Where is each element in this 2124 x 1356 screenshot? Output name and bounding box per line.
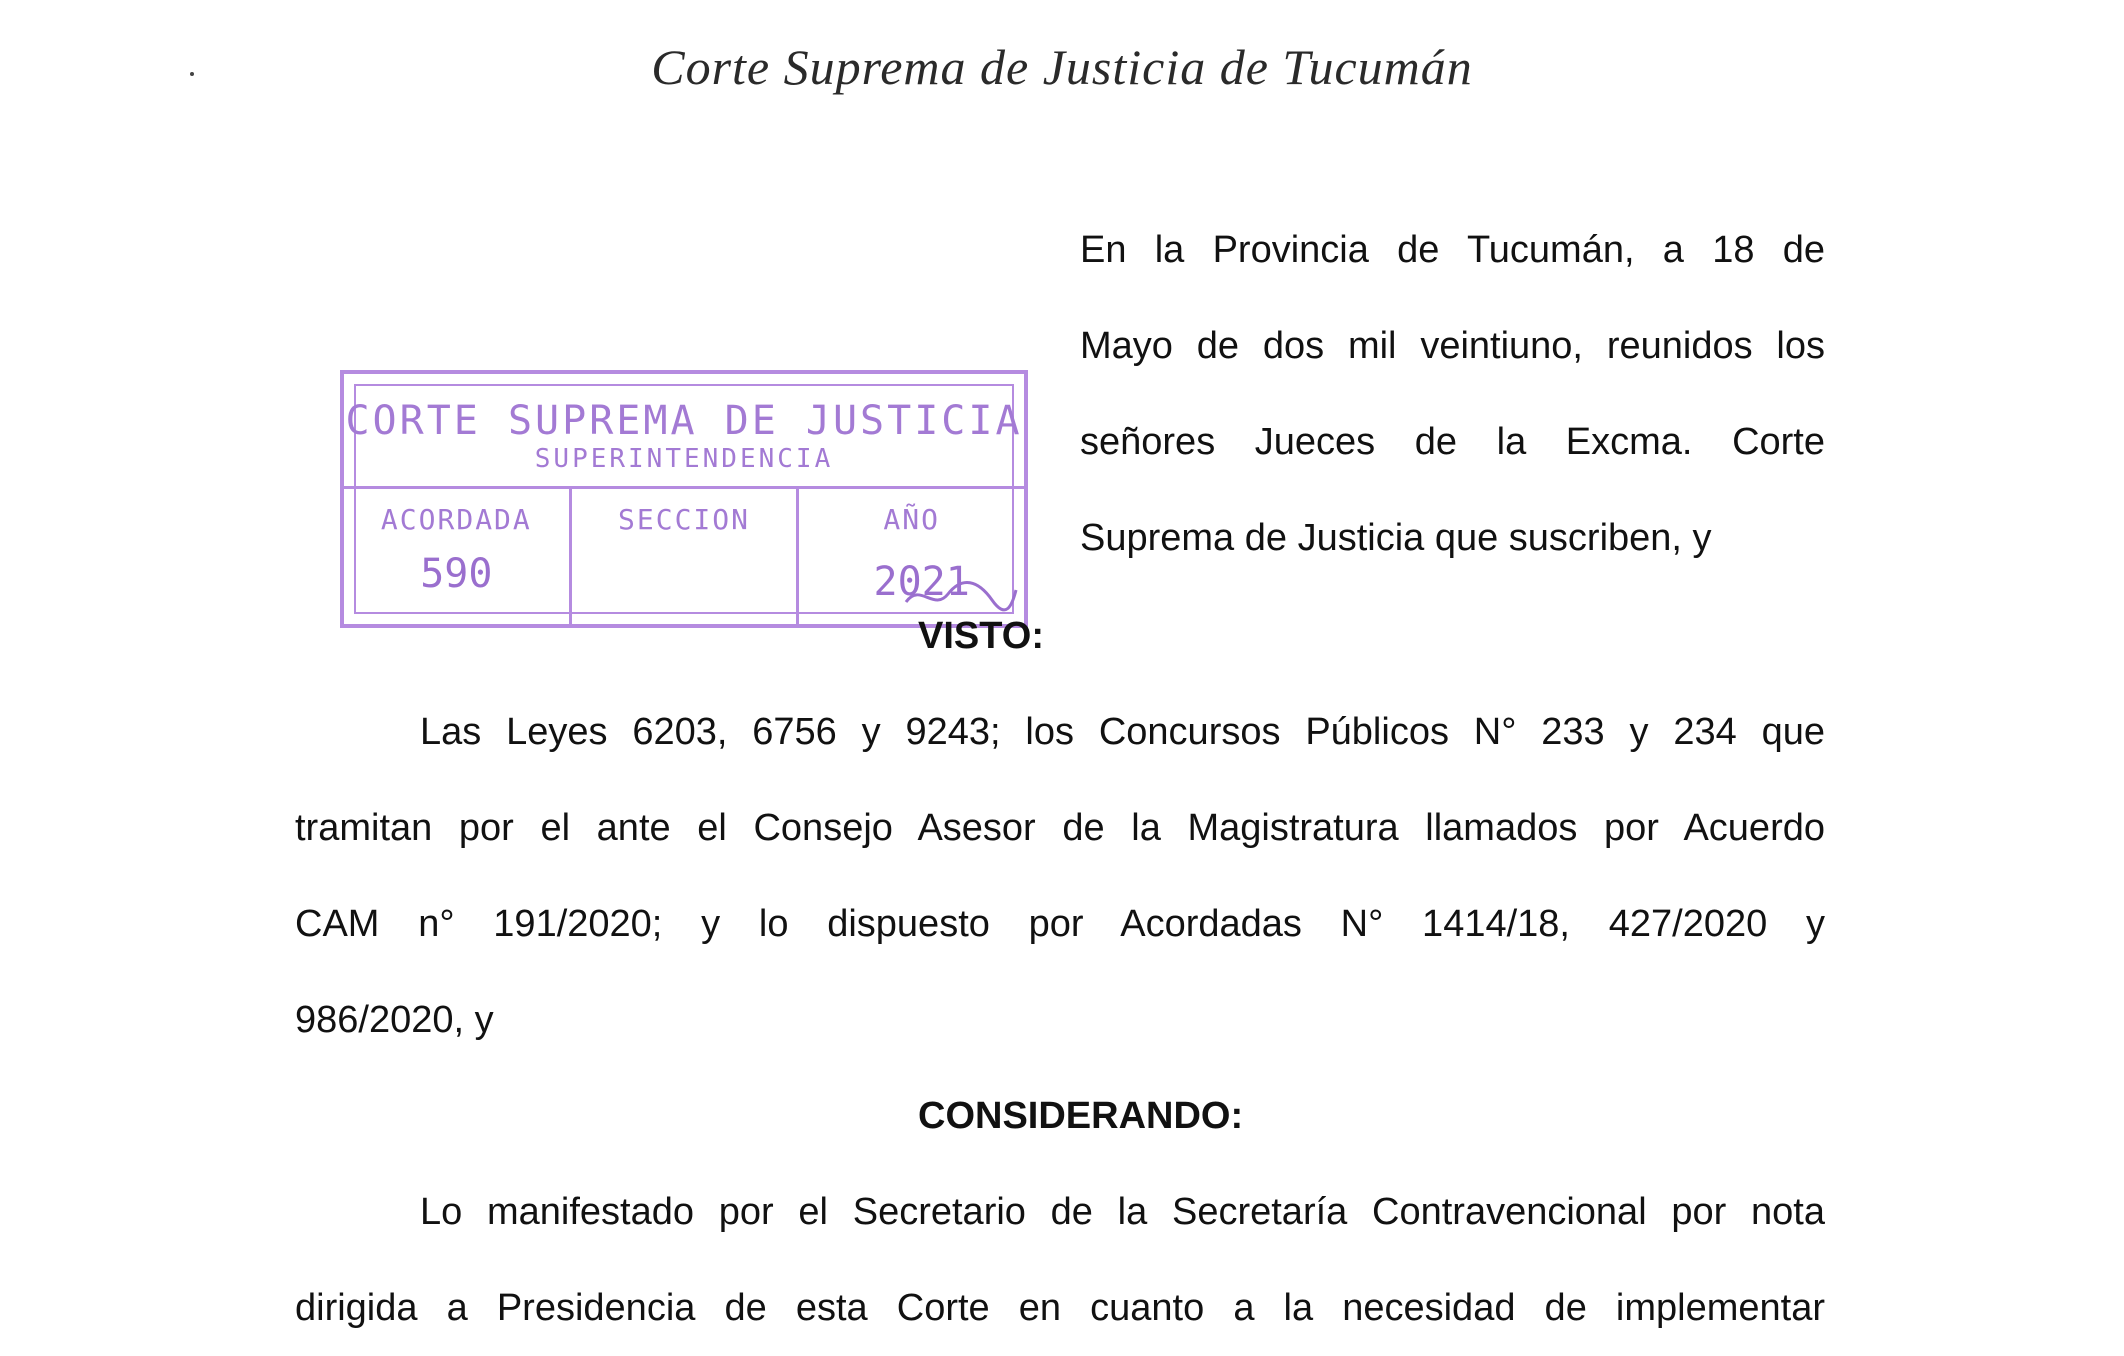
- stamp-value-ano: 2021: [873, 559, 970, 605]
- considerando-line: Lo manifestado por el Secretario de la Secretaría Contravencional por nota: [420, 1191, 1825, 1233]
- visto-line: tramitan por el ante el Consejo Asesor de la Magistratura llamados por Acuerdo: [295, 807, 1825, 849]
- stamp-signature-mark: [900, 572, 1020, 616]
- visto-line: CAM n° 191/2020; y lo dispuesto por Acordadas N° 1414/18, 427/2020 y: [295, 903, 1825, 945]
- intro-line: En la Provincia de Tucumán, a 18 de: [1080, 229, 1825, 271]
- court-letterhead: Corte Suprema de Justicia de Tucumán: [651, 39, 1473, 95]
- stamp-fields-row: [344, 486, 1024, 624]
- stamp-cell-ano: [799, 489, 1024, 624]
- considerando-line: dirigida a Presidencia de esta Corte en cuanto a la necesidad de implementar: [295, 1287, 1825, 1329]
- stamp-cell-acordada: [344, 489, 572, 624]
- stamp-cell-seccion: [572, 489, 800, 624]
- intro-line: señores Jueces de la Excma. Corte: [1080, 421, 1825, 463]
- stamp-title: CORTE SUPREMA DE JUSTICIA: [345, 398, 1023, 444]
- intro-line: Suprema de Justicia que suscriben, y: [1080, 517, 1712, 559]
- stamp-label-ano: AÑO: [883, 503, 940, 536]
- visto-line: Las Leyes 6203, 6756 y 9243; los Concursos Públicos N° 233 y 234 que: [420, 711, 1825, 753]
- considerando-heading: CONSIDERANDO:: [918, 1095, 1244, 1137]
- stamp-subtitle: SUPERINTENDENCIA: [534, 444, 834, 474]
- visto-paragraph: [295, 684, 1825, 1068]
- stamp-label-seccion: SECCION: [618, 503, 751, 536]
- considerando-paragraph: [295, 1164, 1825, 1356]
- visto-heading: VISTO:: [918, 615, 1044, 657]
- stamp-value-acordada: 590: [420, 551, 493, 597]
- intro-paragraph: [1080, 202, 1825, 586]
- visto-line: 986/2020, y: [295, 999, 494, 1041]
- acordada-stamp: [340, 370, 1028, 628]
- stamp-label-acordada: ACORDADA: [380, 503, 532, 536]
- intro-line: Mayo de dos mil veintiuno, reunidos los: [1080, 325, 1825, 367]
- scan-speck: [190, 72, 194, 76]
